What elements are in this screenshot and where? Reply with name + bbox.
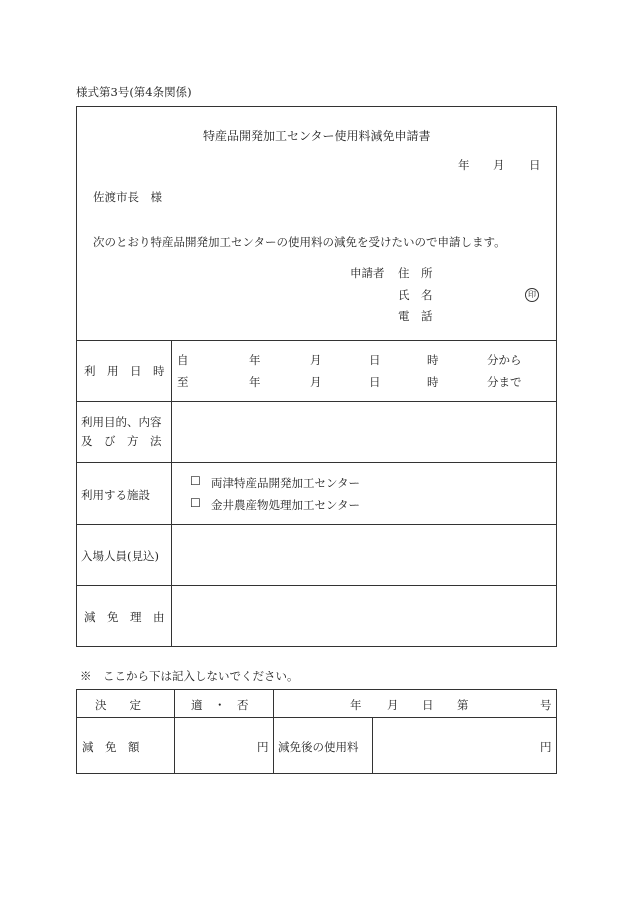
from-minute: 分から	[487, 353, 522, 367]
facility-label: 利用する施設	[81, 488, 150, 502]
seal-icon: 印	[525, 288, 539, 302]
exemption-amount-label: 減 免 額	[82, 740, 140, 754]
from-day: 日	[369, 353, 381, 367]
office-date-day: 日	[422, 698, 434, 712]
date-month-label: 月	[493, 158, 505, 172]
applicant-label: 申請者	[350, 266, 385, 280]
to-hour: 時	[427, 375, 439, 389]
date-year-label: 年	[458, 158, 470, 172]
approval-label: 適 ・ 否	[191, 698, 249, 712]
after-exemption-fee-label: 減免後の使用料	[278, 740, 359, 754]
to-minute: 分まで	[487, 375, 522, 389]
date-day-label: 日	[529, 158, 541, 172]
label-column-divider	[171, 340, 172, 647]
reason-label: 減 免 理 由	[84, 610, 165, 624]
office-number-suffix: 号	[540, 698, 552, 712]
office-number-prefix: 第	[457, 698, 469, 712]
exemption-yen-unit: 円	[257, 740, 269, 754]
to-year: 年	[249, 375, 261, 389]
column-divider	[273, 689, 274, 774]
addressee: 佐渡市長 様	[93, 190, 162, 204]
checkbox-icon[interactable]: ☐	[190, 474, 201, 488]
from-year: 年	[249, 353, 261, 367]
address-label: 住 所	[398, 266, 433, 280]
row-divider	[76, 401, 557, 402]
row-divider	[76, 524, 557, 525]
column-divider	[372, 717, 373, 774]
facility-option-ryotsu: 両津特産品開発加工センター	[211, 476, 361, 490]
row-divider	[76, 585, 557, 586]
checkbox-icon[interactable]: ☐	[190, 496, 201, 510]
office-use-table	[76, 689, 557, 774]
after-fee-yen-unit: 円	[540, 740, 552, 754]
from-month: 月	[310, 353, 322, 367]
to-marker: 至	[177, 375, 189, 389]
column-divider	[174, 689, 175, 774]
office-date-month: 月	[387, 698, 399, 712]
row-divider	[76, 717, 557, 718]
to-month: 月	[310, 375, 322, 389]
row-divider	[76, 462, 557, 463]
office-use-note: ※ ここから下は記入しないでください。	[80, 669, 299, 683]
usage-datetime-label: 利 用 日 時	[84, 364, 165, 378]
to-day: 日	[369, 375, 381, 389]
from-hour: 時	[427, 353, 439, 367]
decision-label: 決 定	[95, 698, 141, 712]
request-text: 次のとおり特産品開発加工センターの使用料の減免を受けたいので申請します。	[93, 235, 506, 249]
name-label: 氏 名	[398, 288, 433, 302]
form-title: 特産品開発加工センター使用料減免申請書	[203, 129, 431, 143]
form-number: 様式第3号(第4条関係)	[76, 85, 192, 99]
facility-option-kanai: 金井農産物処理加工センター	[211, 498, 361, 512]
phone-label: 電 話	[398, 309, 433, 323]
attendees-label: 入場人員(見込)	[81, 549, 159, 563]
purpose-label-line2: 及 び 方 法	[81, 434, 162, 448]
row-divider	[76, 340, 557, 341]
from-marker: 自	[177, 353, 189, 367]
office-date-year: 年	[350, 698, 362, 712]
purpose-label-line1: 利用目的、内容	[81, 415, 162, 429]
